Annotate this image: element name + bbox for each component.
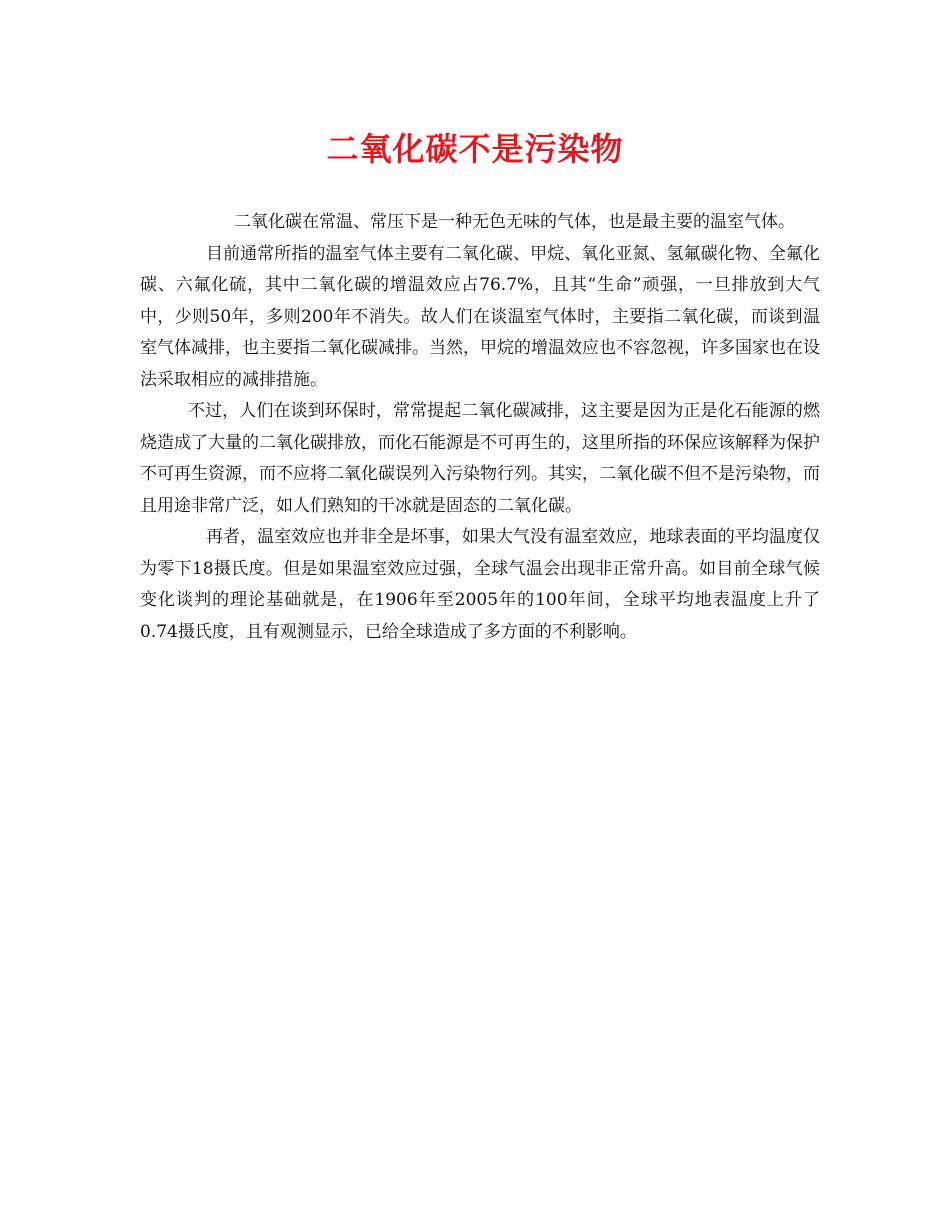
document-title: 二氧化碳不是污染物 <box>326 130 624 168</box>
paragraph-4: 再者，温室效应也并非全是坏事，如果大气没有温室效应，地球表面的平均温度仅为零下18摄氏度。但是如果温室效应过强，全球气温会出现非正常升高。如目前全球气候变化谈判的理论基础就是，在1906年至2005年的100年间，全球平均地表温度上升了0.74摄氏度，且有观测显示，已给全球造成了多方面的不利影响。 <box>140 527 820 642</box>
paragraph-2: 目前通常所指的温室气体主要有二氧化碳、甲烷、氧化亚氮、氢氟碳化物、全氟化碳、六氟化硫，其中二氧化碳的增温效应占76.7%，且其“生命”顽强，一旦排放到大气中，少则50年，多则200年不消失。故人们在谈温室气体时，主要指二氧化碳，而谈到温室气体减排，也主要指二氧化碳减排。当然，甲烷的增温效应也不容忽视，许多国家也在设法采取相应的减排措施。 <box>140 243 820 390</box>
document-body <box>140 207 820 648</box>
paragraph-3: 不过，人们在谈到环保时，常常提起二氧化碳减排，这主要是因为正是化石能源的燃烧造成了大量的二氧化碳排放，而化石能源是不可再生的，这里所指的环保应该解释为保护不可再生资源，而不应将二氧化碳误列入污染物行列。其实，二氧化碳不但不是污染物，而且用途非常广泛，如人们熟知的干冰就是固态的二氧化碳。 <box>140 401 820 516</box>
paragraph-1: 二氧化碳在常温、常压下是一种无色无味的气体，也是最主要的温室气体。 <box>234 212 795 232</box>
